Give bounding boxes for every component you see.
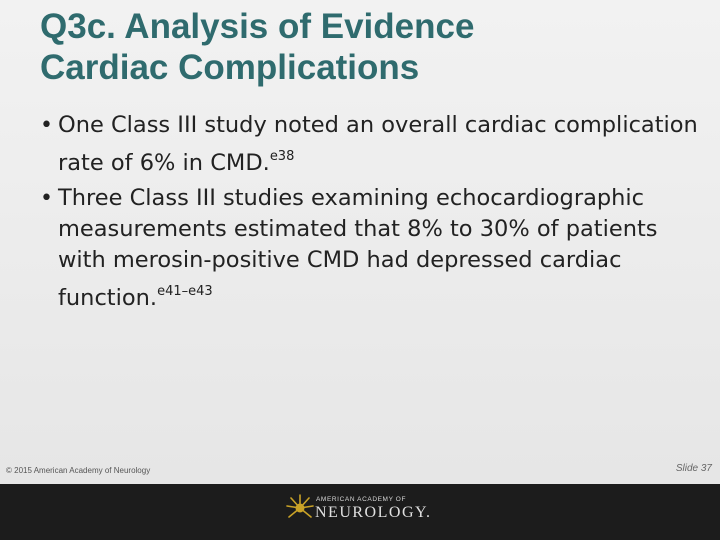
bullet-dot-icon: •: [40, 113, 53, 138]
bullet-list: [40, 110, 700, 318]
sunburst-icon: [285, 493, 315, 523]
logo-text-main: NEUROLOGY.: [315, 504, 432, 521]
slide-number: Slide 37: [675, 463, 712, 474]
slide-title: [40, 6, 700, 88]
bullet-reference: e38: [269, 149, 295, 164]
slide-title-line-2: Cardiac Complications: [40, 48, 420, 87]
bullet-text: One Class III study noted an overall cardiac complication rate of 6% in CMD.: [58, 112, 698, 176]
slide-title-line-1: Q3c. Analysis of Evidence: [40, 7, 475, 46]
bullet-item: [40, 183, 700, 314]
bullet-reference: e41–e43: [157, 284, 213, 299]
copyright-notice: © 2015 American Academy of Neurology: [6, 466, 151, 475]
aan-logo: [285, 490, 432, 534]
logo-text-top: AMERICAN ACADEMY OF: [316, 496, 407, 503]
bullet-text: Three Class III studies examining echocardiographic measurements estimated that 8% to 30% of patients with merosin-positive CMD had depressed cardiac function.: [58, 185, 658, 311]
bullet-item: [40, 110, 700, 179]
bullet-dot-icon: •: [40, 186, 53, 211]
